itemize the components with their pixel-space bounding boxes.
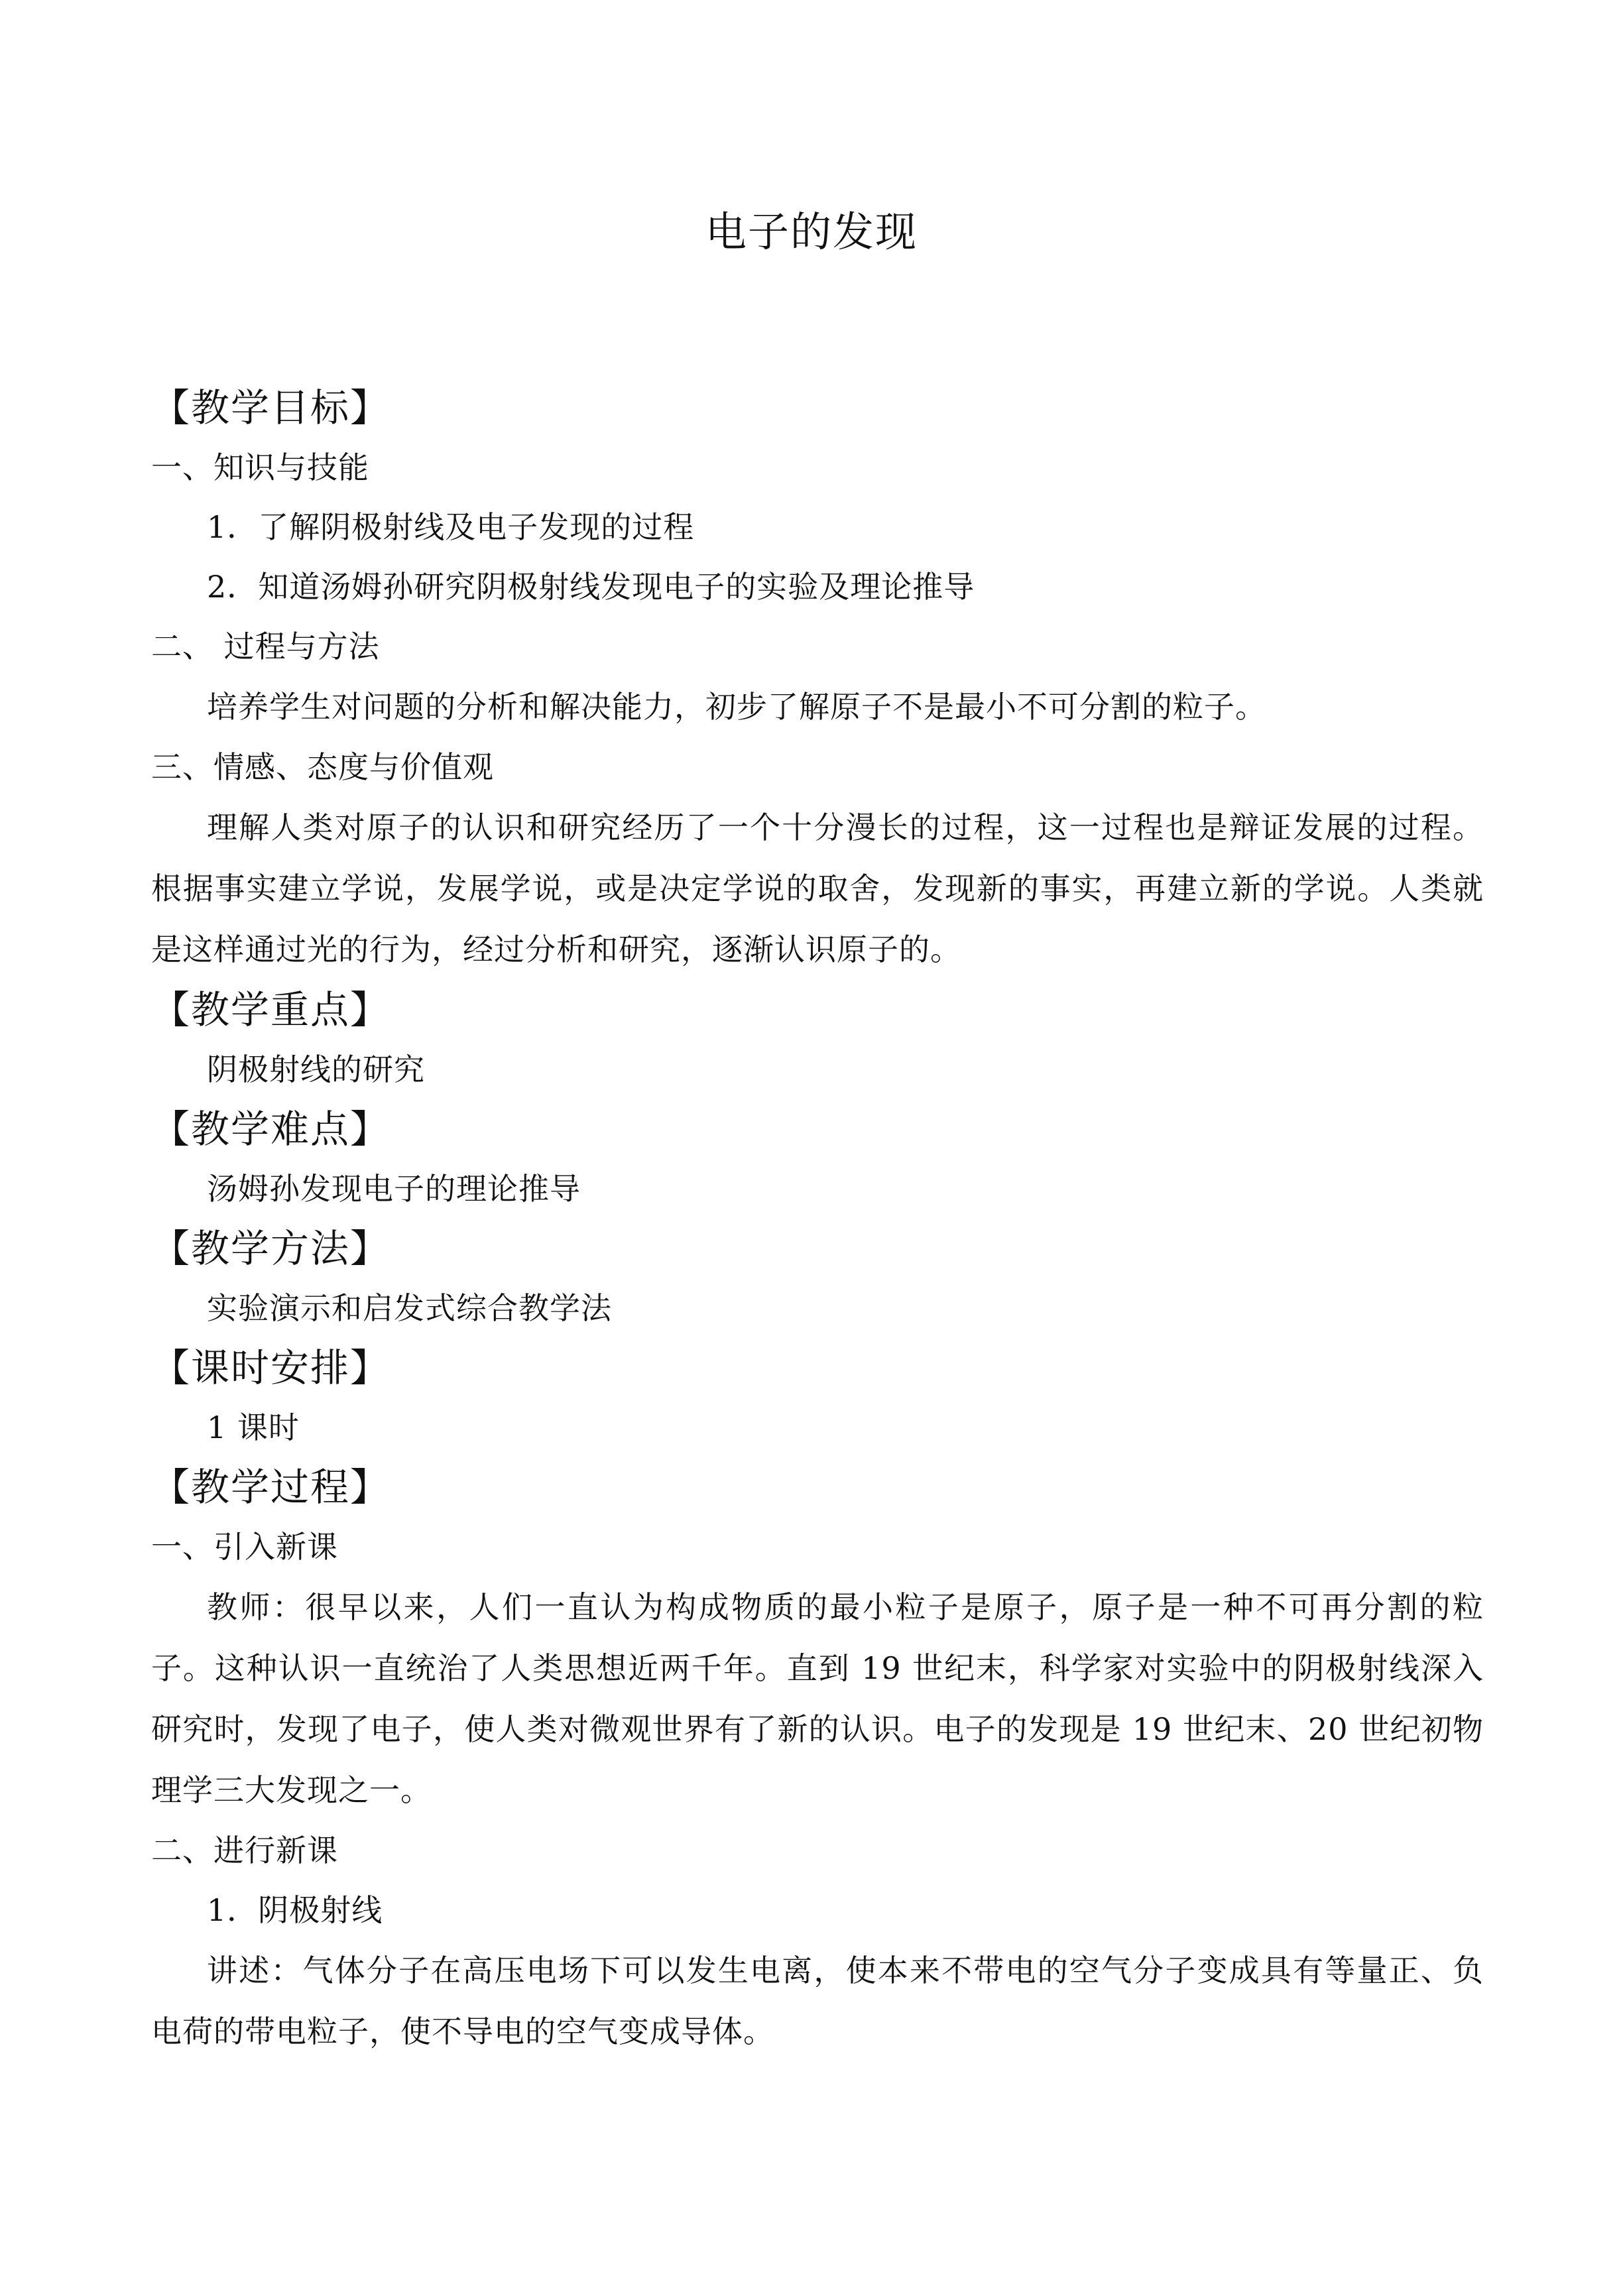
difficulties-heading: 【教学难点】 — [151, 1107, 391, 1152]
procedure-heading: 【教学过程】 — [151, 1465, 391, 1510]
knowledge-item-1: 1．了解阴极射线及电子发现的过程 — [207, 509, 695, 545]
new-lesson-heading: 二、进行新课 — [151, 1833, 338, 1868]
process-methods-text: 培养学生对问题的分析和解决能力，初步了解原子不是最小不可分割的粒子。 — [207, 689, 1266, 725]
intro-heading: 一、引入新课 — [151, 1529, 338, 1565]
knowledge-skills-heading: 一、知识与技能 — [151, 450, 369, 485]
methods-text: 实验演示和启发式综合教学法 — [207, 1290, 612, 1326]
knowledge-item-2: 2．知道汤姆孙研究阴极射线发现电子的实验及理论推导 — [207, 569, 975, 605]
difficulties-text: 汤姆孙发现电子的理论推导 — [207, 1171, 581, 1207]
key-points-text: 阴极射线的研究 — [207, 1052, 425, 1087]
schedule-text: 1 课时 — [207, 1410, 300, 1445]
emotion-values-heading: 三、情感、态度与价值观 — [151, 749, 494, 785]
cathode-ray-text: 讲述：气体分子在高压电场下可以发生电离，使本来不带电的空气分子变成具有等量正、负电荷的带电粒子，使不导电的空气变成导体。 — [151, 1953, 1484, 2049]
emotion-values-text: 理解人类对原子的认识和研究经历了一个十分漫长的过程，这一过程也是辩证发展的过程。根据事实建立学说，发展学说，或是决定学说的取舍，发现新的事实，再建立新的学说。人类就是这样通过光的行为，经过分析和研究，逐渐认识原子的。 — [151, 810, 1484, 967]
cathode-ray-heading: 1．阴极射线 — [207, 1892, 383, 1928]
document-body — [151, 378, 1484, 2062]
process-methods-heading: 二、 过程与方法 — [151, 629, 380, 664]
intro-text: 教师：很早以来，人们一直认为构成物质的最小粒子是原子，原子是一种不可再分割的粒子。这种认识一直统治了人类思想近两千年。直到 19 世纪末，科学家对实验中的阴极射线深入研究时，发现了电子，使人类对微观世界有了新的认识。电子的发现是 19 世纪末、20 世纪初物理学三大发现之一。 — [151, 1589, 1484, 1808]
key-points-heading: 【教学重点】 — [151, 987, 391, 1032]
methods-heading: 【教学方法】 — [151, 1226, 391, 1271]
teaching-goals-heading: 【教学目标】 — [151, 385, 391, 430]
schedule-heading: 【课时安排】 — [151, 1345, 391, 1390]
page-title: 电子的发现 — [705, 208, 918, 256]
